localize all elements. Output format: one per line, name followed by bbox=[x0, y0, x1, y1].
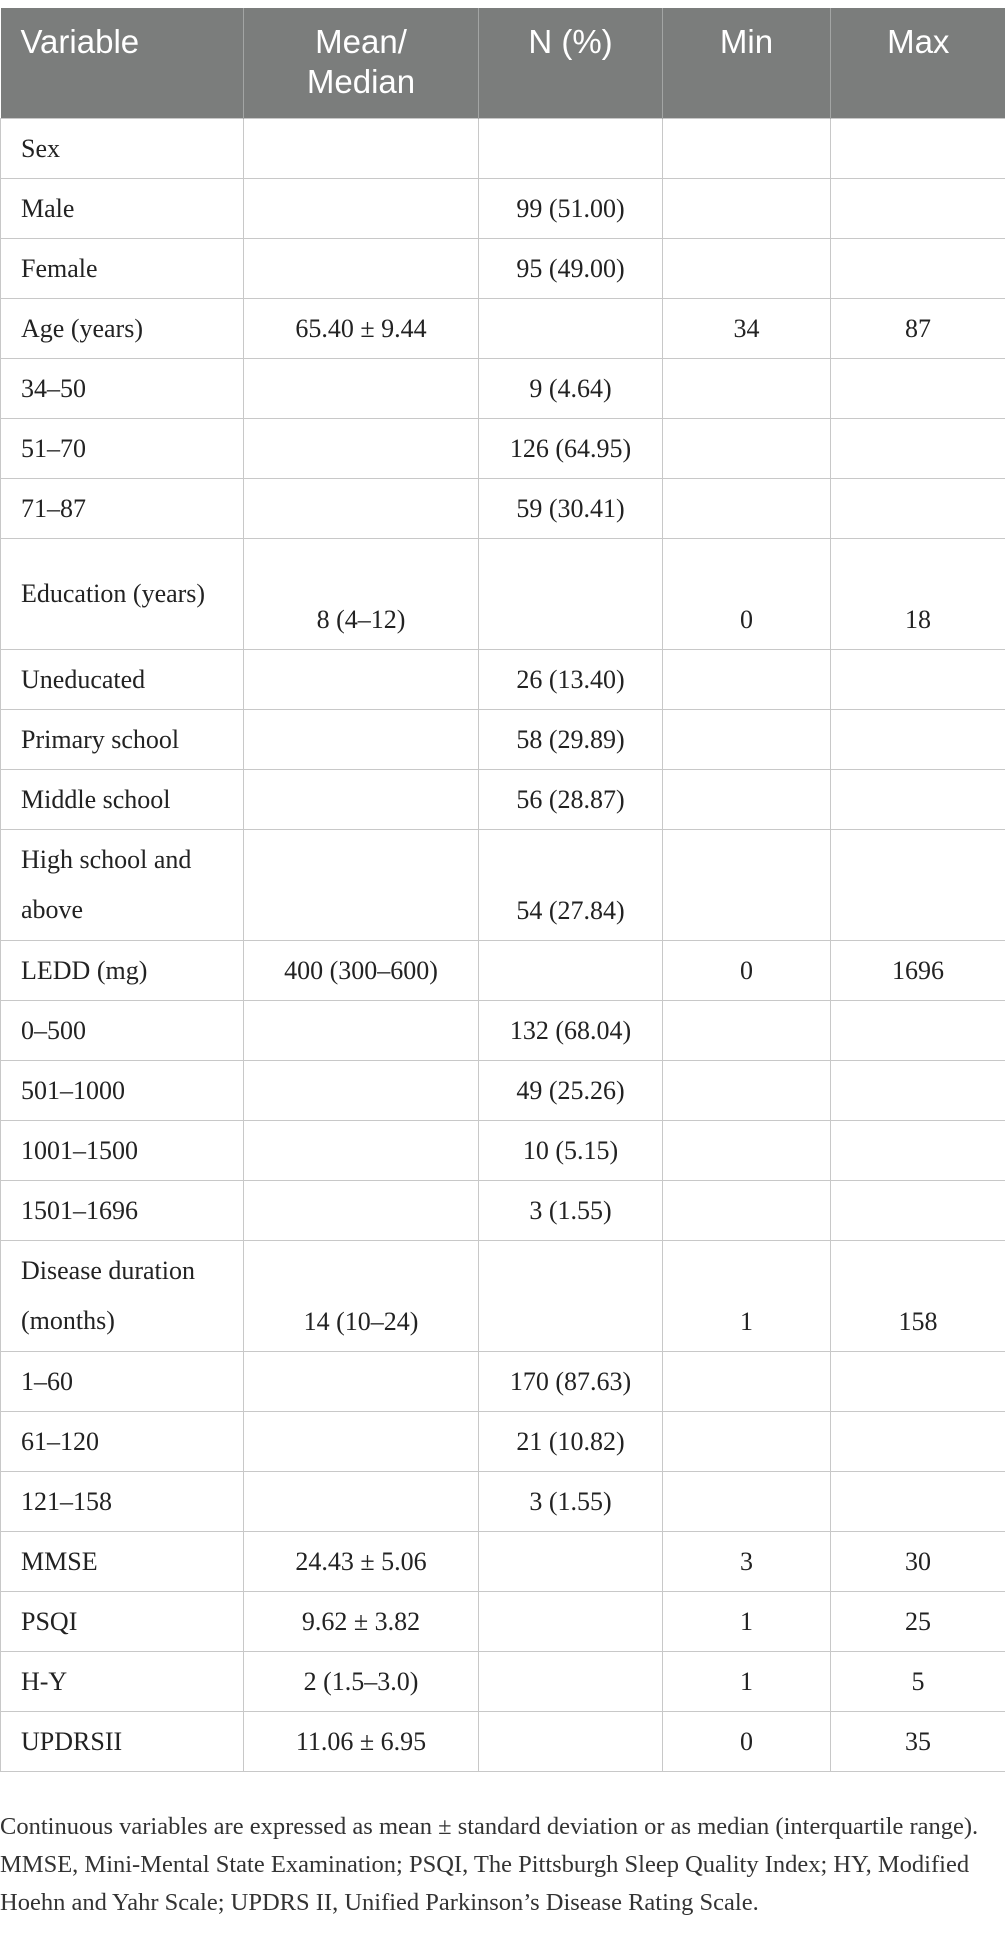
cell-min bbox=[663, 770, 831, 830]
cell-max bbox=[831, 770, 1005, 830]
table-row bbox=[1, 1532, 1005, 1592]
cell-mean-median: 14 (10–24) bbox=[244, 1241, 479, 1352]
cell-min: 0 bbox=[663, 1712, 831, 1772]
cell-variable: Middle school bbox=[1, 770, 244, 830]
cell-mean-median: 2 (1.5–3.0) bbox=[244, 1652, 479, 1712]
cell-n-percent: 26 (13.40) bbox=[479, 650, 663, 710]
cell-variable: Age (years) bbox=[1, 299, 244, 359]
cell-min bbox=[663, 179, 831, 239]
table-row bbox=[1, 479, 1005, 539]
cell-n-percent: 3 (1.55) bbox=[479, 1181, 663, 1241]
cell-mean-median bbox=[244, 1352, 479, 1412]
cell-mean-median bbox=[244, 359, 479, 419]
header-n-percent: N (%) bbox=[479, 8, 663, 119]
cell-min bbox=[663, 359, 831, 419]
cell-variable: LEDD (mg) bbox=[1, 941, 244, 1001]
cell-mean-median bbox=[244, 239, 479, 299]
cell-max: 25 bbox=[831, 1592, 1005, 1652]
cell-mean-median bbox=[244, 119, 479, 179]
cell-min: 0 bbox=[663, 941, 831, 1001]
table-row bbox=[1, 941, 1005, 1001]
cell-mean-median bbox=[244, 479, 479, 539]
cell-n-percent: 59 (30.41) bbox=[479, 479, 663, 539]
cell-n-percent bbox=[479, 299, 663, 359]
cell-mean-median bbox=[244, 710, 479, 770]
cell-min bbox=[663, 479, 831, 539]
cell-mean-median bbox=[244, 1121, 479, 1181]
cell-max bbox=[831, 650, 1005, 710]
cell-n-percent: 3 (1.55) bbox=[479, 1472, 663, 1532]
cell-mean-median bbox=[244, 179, 479, 239]
cell-variable: High school and above bbox=[1, 830, 244, 941]
cell-mean-median bbox=[244, 1061, 479, 1121]
cell-max: 18 bbox=[831, 539, 1005, 650]
cell-min bbox=[663, 1061, 831, 1121]
cell-variable: 51–70 bbox=[1, 419, 244, 479]
table-row bbox=[1, 1001, 1005, 1061]
cell-min bbox=[663, 1001, 831, 1061]
cell-max bbox=[831, 119, 1005, 179]
cell-max bbox=[831, 1472, 1005, 1532]
table-row bbox=[1, 770, 1005, 830]
table-row bbox=[1, 1352, 1005, 1412]
cell-mean-median bbox=[244, 650, 479, 710]
table-row bbox=[1, 710, 1005, 770]
cell-n-percent bbox=[479, 539, 663, 650]
cell-max bbox=[831, 359, 1005, 419]
cell-variable: Sex bbox=[1, 119, 244, 179]
cell-min bbox=[663, 419, 831, 479]
cell-variable: UPDRSII bbox=[1, 1712, 244, 1772]
cell-min: 34 bbox=[663, 299, 831, 359]
cell-variable: Male bbox=[1, 179, 244, 239]
cell-max: 30 bbox=[831, 1532, 1005, 1592]
table-row bbox=[1, 650, 1005, 710]
cell-variable: 1001–1500 bbox=[1, 1121, 244, 1181]
cell-mean-median: 9.62 ± 3.82 bbox=[244, 1592, 479, 1652]
cell-min bbox=[663, 119, 831, 179]
cell-mean-median bbox=[244, 1181, 479, 1241]
cell-mean-median bbox=[244, 1472, 479, 1532]
cell-n-percent bbox=[479, 1652, 663, 1712]
cell-mean-median bbox=[244, 419, 479, 479]
cell-n-percent bbox=[479, 119, 663, 179]
cell-variable: Disease duration (months) bbox=[1, 1241, 244, 1352]
cell-min: 3 bbox=[663, 1532, 831, 1592]
cell-n-percent: 49 (25.26) bbox=[479, 1061, 663, 1121]
cell-mean-median: 24.43 ± 5.06 bbox=[244, 1532, 479, 1592]
cell-min bbox=[663, 239, 831, 299]
cell-n-percent bbox=[479, 1712, 663, 1772]
cell-n-percent bbox=[479, 941, 663, 1001]
cell-max bbox=[831, 1001, 1005, 1061]
table-row bbox=[1, 830, 1005, 941]
cell-variable: 501–1000 bbox=[1, 1061, 244, 1121]
cell-n-percent: 126 (64.95) bbox=[479, 419, 663, 479]
table-row bbox=[1, 539, 1005, 650]
cell-min: 1 bbox=[663, 1241, 831, 1352]
cell-max: 5 bbox=[831, 1652, 1005, 1712]
cell-max bbox=[831, 1181, 1005, 1241]
table-row bbox=[1, 1061, 1005, 1121]
cell-max: 87 bbox=[831, 299, 1005, 359]
cell-n-percent: 95 (49.00) bbox=[479, 239, 663, 299]
cell-mean-median: 400 (300–600) bbox=[244, 941, 479, 1001]
cell-n-percent: 99 (51.00) bbox=[479, 179, 663, 239]
cell-n-percent bbox=[479, 1241, 663, 1352]
table-row bbox=[1, 1592, 1005, 1652]
table-body bbox=[1, 119, 1005, 1772]
table-row bbox=[1, 1472, 1005, 1532]
cell-n-percent bbox=[479, 1592, 663, 1652]
cell-max bbox=[831, 419, 1005, 479]
cell-variable: H-Y bbox=[1, 1652, 244, 1712]
table-row bbox=[1, 1412, 1005, 1472]
cell-min bbox=[663, 1121, 831, 1181]
cell-mean-median bbox=[244, 770, 479, 830]
cell-variable: 121–158 bbox=[1, 1472, 244, 1532]
cell-max bbox=[831, 1412, 1005, 1472]
table-row bbox=[1, 1241, 1005, 1352]
cell-variable: Female bbox=[1, 239, 244, 299]
cell-max: 35 bbox=[831, 1712, 1005, 1772]
cell-variable: 1501–1696 bbox=[1, 1181, 244, 1241]
cell-min bbox=[663, 1352, 831, 1412]
cell-n-percent: 9 (4.64) bbox=[479, 359, 663, 419]
cell-max bbox=[831, 1121, 1005, 1181]
cell-max bbox=[831, 239, 1005, 299]
cell-mean-median: 65.40 ± 9.44 bbox=[244, 299, 479, 359]
table-row bbox=[1, 239, 1005, 299]
cell-min bbox=[663, 710, 831, 770]
cell-min: 1 bbox=[663, 1592, 831, 1652]
table-row bbox=[1, 1652, 1005, 1712]
table-container bbox=[0, 8, 1005, 1772]
table-footnote: Continuous variables are expressed as mean ± standard deviation or as median (interquartile range). MMSE, Mini-Mental State Examination; PSQI, The Pittsburgh Sleep Quality Index; HY, Modified Hoehn and Yahr Scale; UPDRS II, Unified Parkinson’s Disease Rating Scale. bbox=[0, 1813, 979, 1916]
cell-mean-median: 11.06 ± 6.95 bbox=[244, 1712, 479, 1772]
cell-mean-median bbox=[244, 1412, 479, 1472]
cell-variable: 0–500 bbox=[1, 1001, 244, 1061]
cell-n-percent: 21 (10.82) bbox=[479, 1412, 663, 1472]
table-row bbox=[1, 179, 1005, 239]
cell-mean-median: 8 (4–12) bbox=[244, 539, 479, 650]
cell-max bbox=[831, 830, 1005, 941]
cell-min: 0 bbox=[663, 539, 831, 650]
table-row bbox=[1, 419, 1005, 479]
cell-n-percent: 10 (5.15) bbox=[479, 1121, 663, 1181]
cell-min bbox=[663, 1412, 831, 1472]
header-max: Max bbox=[831, 8, 1005, 119]
cell-variable: 34–50 bbox=[1, 359, 244, 419]
cell-n-percent bbox=[479, 1532, 663, 1592]
table-row bbox=[1, 1712, 1005, 1772]
cell-variable: MMSE bbox=[1, 1532, 244, 1592]
table-row bbox=[1, 119, 1005, 179]
header-min: Min bbox=[663, 8, 831, 119]
cell-max: 1696 bbox=[831, 941, 1005, 1001]
cell-mean-median bbox=[244, 1001, 479, 1061]
cell-variable: Uneducated bbox=[1, 650, 244, 710]
cell-min bbox=[663, 830, 831, 941]
cell-variable: Primary school bbox=[1, 710, 244, 770]
cell-max bbox=[831, 710, 1005, 770]
cell-max bbox=[831, 1061, 1005, 1121]
cell-min bbox=[663, 1181, 831, 1241]
cell-variable: 1–60 bbox=[1, 1352, 244, 1412]
cell-n-percent: 170 (87.63) bbox=[479, 1352, 663, 1412]
table-header-row bbox=[1, 8, 1005, 119]
header-variable: Variable bbox=[1, 8, 244, 119]
cell-variable: 71–87 bbox=[1, 479, 244, 539]
cell-max bbox=[831, 179, 1005, 239]
cell-max bbox=[831, 1352, 1005, 1412]
table-row bbox=[1, 359, 1005, 419]
cell-max: 158 bbox=[831, 1241, 1005, 1352]
cell-variable: 61–120 bbox=[1, 1412, 244, 1472]
table-row bbox=[1, 299, 1005, 359]
cell-min bbox=[663, 650, 831, 710]
cell-max bbox=[831, 479, 1005, 539]
cell-n-percent: 56 (28.87) bbox=[479, 770, 663, 830]
cell-variable: Education (years) bbox=[1, 539, 244, 650]
header-mean-median: Mean/ Median bbox=[244, 8, 479, 119]
cell-n-percent: 58 (29.89) bbox=[479, 710, 663, 770]
cell-n-percent: 54 (27.84) bbox=[479, 830, 663, 941]
cell-n-percent: 132 (68.04) bbox=[479, 1001, 663, 1061]
demographics-table bbox=[0, 8, 1005, 1772]
cell-min: 1 bbox=[663, 1652, 831, 1712]
table-row bbox=[1, 1181, 1005, 1241]
table-row bbox=[1, 1121, 1005, 1181]
cell-mean-median bbox=[244, 830, 479, 941]
cell-min bbox=[663, 1472, 831, 1532]
cell-variable: PSQI bbox=[1, 1592, 244, 1652]
